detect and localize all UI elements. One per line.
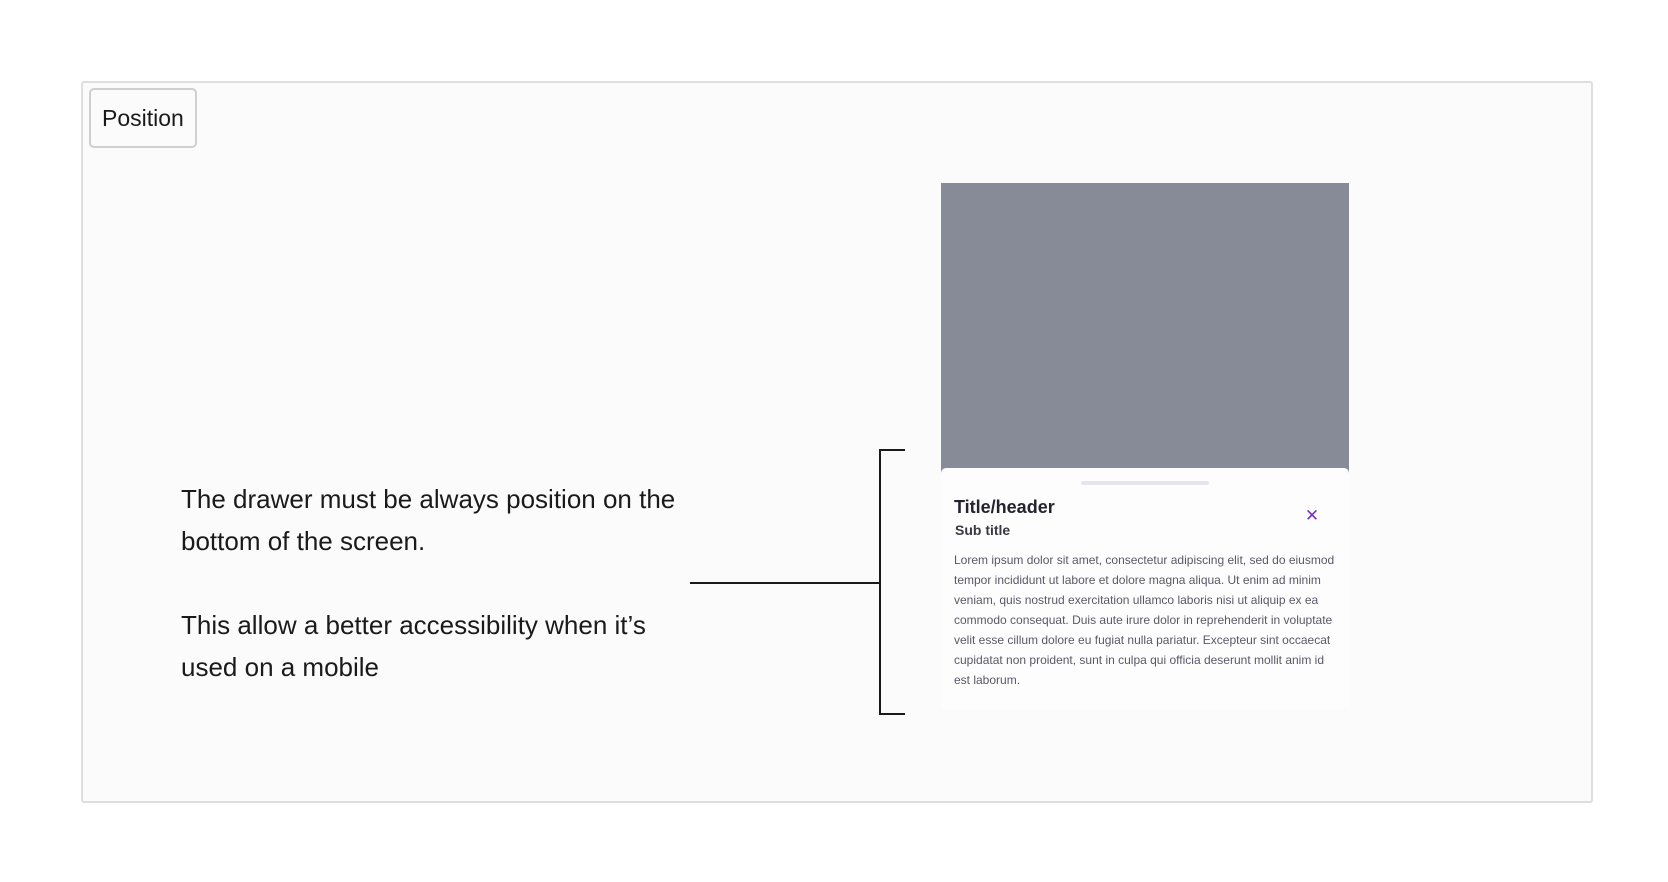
bracket-line (690, 450, 905, 714)
bottom-drawer (941, 468, 1349, 709)
drawer-subtitle: Sub title (955, 522, 1011, 538)
drawer-body-text: Lorem ipsum dolor sit amet, consectetur adipiscing elit, sed do eiusmod tempor incididunt ut labore et dolore magna aliqua. Ut enim ad minim veniam, quis nostrud exercitation ullamco laboris nisi ut aliquip ex ea commodo consequat. Duis aute irure dolor in reprehenderit in voluptate velit esse cillum dolore eu fugiat nulla pariatur. Excepteur sint occaecat cupidatat non proident, sunt in culpa qui officia deserunt mollit anim id est laborum. (954, 553, 1335, 687)
documentation-frame (81, 81, 1593, 803)
drawer-title: Title/header (954, 497, 1055, 517)
description-accessibility: This allow a better accessibility when it’s used on a mobile (181, 610, 646, 682)
position-label: Position (89, 88, 197, 148)
bracket-connector (690, 450, 900, 722)
close-icon[interactable]: ✕ (1304, 506, 1320, 525)
drawer-drag-handle[interactable] (1081, 481, 1209, 485)
mobile-preview (941, 183, 1349, 709)
description-position: The drawer must be always position on the bottom of the screen. (181, 484, 676, 556)
screen-overlay (941, 183, 1349, 475)
